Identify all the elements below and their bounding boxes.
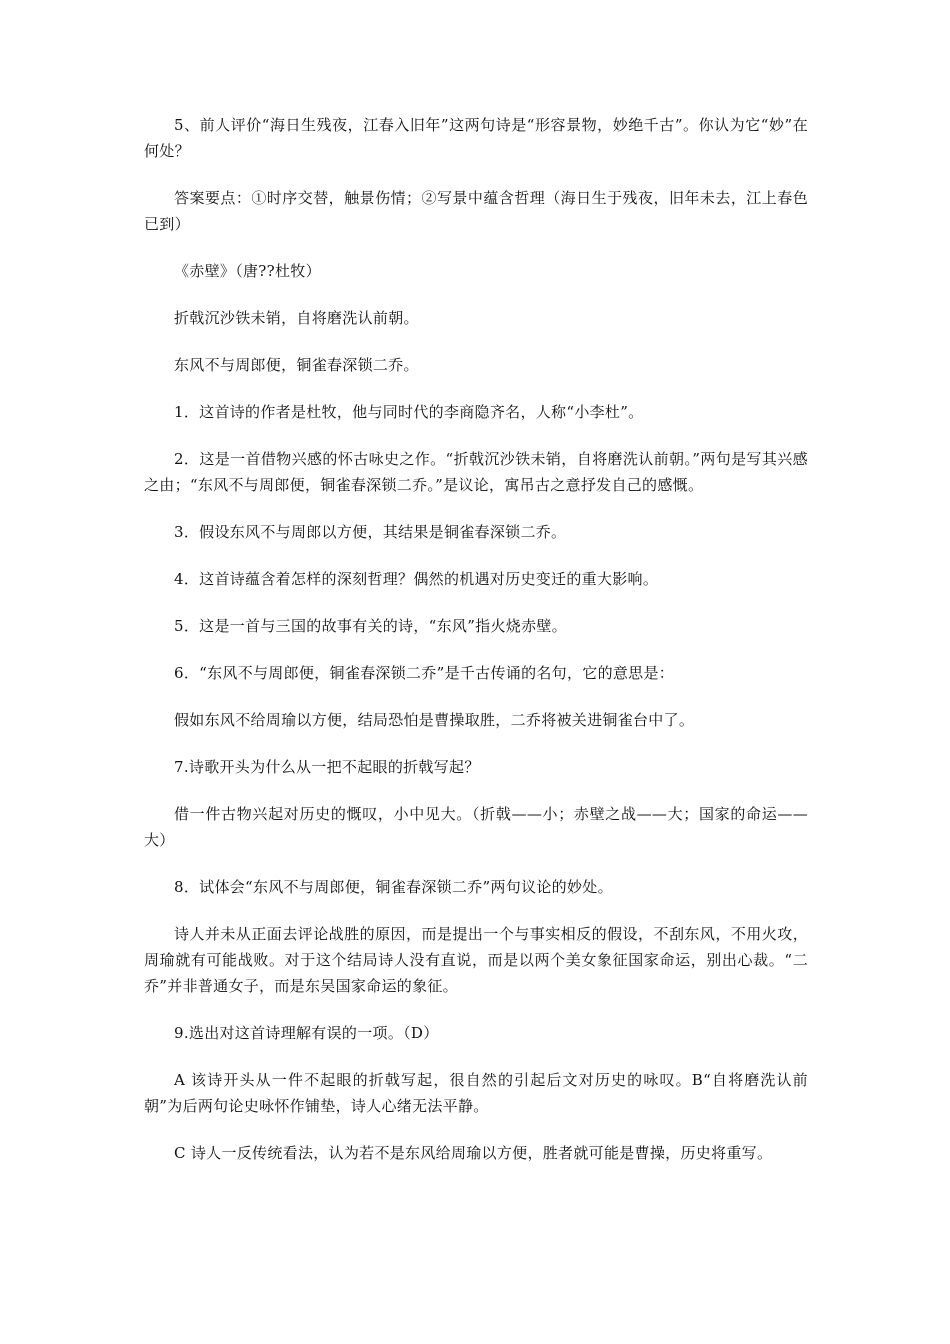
- note-5-three-kingdoms: 5．这是一首与三国的故事有关的诗，“东风”指火烧赤壁。: [174, 617, 567, 635]
- answer-7: 借一件古物兴起对历史的慨叹，小中见大。（折戟——小；赤壁之战——大；国家的命运——大）: [144, 805, 808, 849]
- option-a-b: A 该诗开头从一件不起眼的折戟写起，很自然的引起后文对历史的咏叹。B“自将磨洗认前朝”为后两句论史咏怀作铺垫，诗人心绪无法平静。: [144, 1071, 808, 1115]
- poem-title: 《赤壁》（唐??杜牧）: [174, 262, 321, 280]
- poem-line-2: 东风不与周郎便，铜雀春深锁二乔。: [174, 356, 419, 374]
- document-page: [144, 112, 808, 1187]
- question-5-poem-evaluation: 5、前人评价“海日生残夜，江春入旧年”这两句诗是“形容景物，妙绝千古”。你认为它“妙”在何处？: [144, 116, 808, 160]
- note-2-theme: 2．这是一首借物兴感的怀古咏史之作。“折戟沉沙铁未销，自将磨洗认前朝。”两句是写其兴感之由；“东风不与周郎便，铜雀春深锁二乔。”是议论，寓吊古之意抒发自己的感慨。: [144, 450, 808, 494]
- note-6-famous-lines: 6．“东风不与周郎便，铜雀春深锁二乔”是千古传诵的名句，它的意思是：: [174, 664, 675, 682]
- question-7: 7.诗歌开头为什么从一把不起眼的折戟写起？: [174, 758, 480, 776]
- question-9: 9.选出对这首诗理解有误的一项。（D）: [174, 1024, 439, 1042]
- answer-8: 诗人并未从正面去评论战胜的原因，而是提出一个与事实相反的假设，不刮东风，不用火攻，周瑜就有可能战败。对于这个结局诗人没有直说，而是以两个美女象征国家命运，别出心裁。“二乔”并非普通女子，而是东吴国家命运的象征。: [144, 925, 808, 995]
- poem-line-1: 折戟沉沙铁未销，自将磨洗认前朝。: [174, 309, 419, 327]
- option-c: C 诗人一反传统看法，认为若不是东风给周瑜以方便，胜者就可能是曹操，历史将重写。: [174, 1144, 773, 1162]
- note-3-assumption: 3．假设东风不与周郎以方便，其结果是铜雀春深锁二乔。: [174, 523, 567, 541]
- answer-key-points: 答案要点：①时序交替，触景伤情；②写景中蕴含哲理（海日生于残夜，旧年未去，江上春色已到）: [144, 189, 808, 233]
- question-8: 8．试体会“东风不与周郎便，铜雀春深锁二乔”两句议论的妙处。: [174, 878, 613, 896]
- note-4-philosophy: 4．这首诗蕴含着怎样的深刻哲理？偶然的机遇对历史变迁的重大影响。: [174, 570, 659, 588]
- note-6-meaning: 假如东风不给周瑜以方便，结局恐怕是曹操取胜，二乔将被关进铜雀台中了。: [174, 711, 695, 729]
- note-1-author: 1．这首诗的作者是杜牧，他与同时代的李商隐齐名，人称“小李杜”。: [174, 403, 644, 421]
